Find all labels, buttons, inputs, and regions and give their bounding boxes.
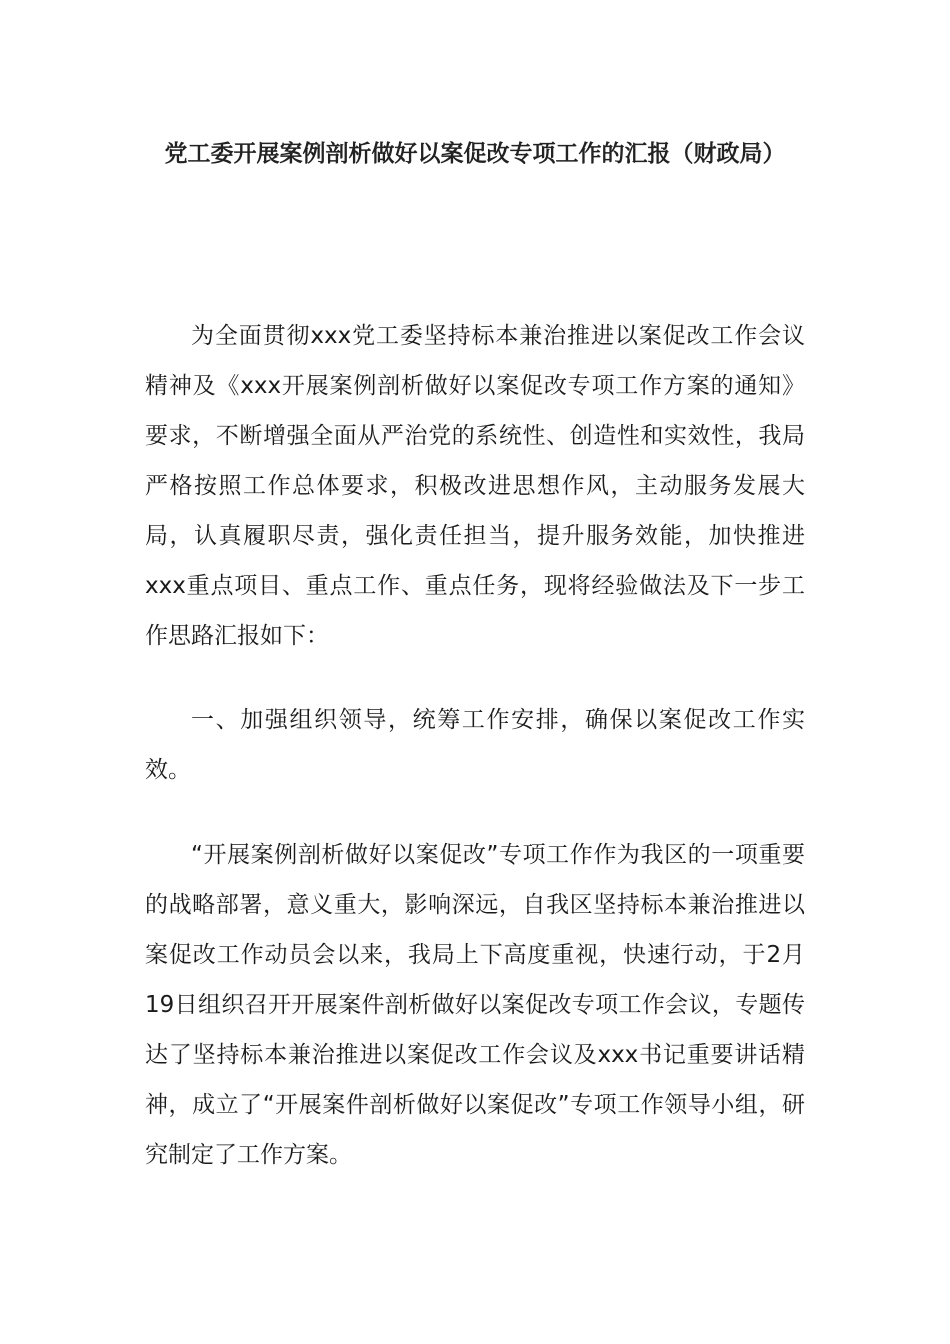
intro-paragraph: 为全面贯彻xxx党工委坚持标本兼治推进以案促改工作会议精神及《xxx开展案例剖析做好以案促改专项工作方案的通知》要求，不断增强全面从严治党的系统性、创造性和实效性，我局严格按照工作总体要求，积极改进思想作风，主动服务发展大局，认真履职尽责，强化责任担当，提升服务效能，加快推进xxx重点项目、重点工作、重点任务，现将经验做法及下一步工作思路汇报如下： [145,323,805,649]
section-heading-1: 一、加强组织领导，统筹工作安排，确保以案促改工作实效。 [145,707,805,783]
document-title: 党工委开展案例剖析做好以案促改专项工作的汇报（财政局） [164,141,786,167]
section-1-paragraph: “开展案例剖析做好以案促改”专项工作作为我区的一项重要的战略部署，意义重大，影响深远，自我区坚持标本兼治推进以案促改工作动员会以来，我局上下高度重视，快速行动，于2月19日组织召开开展案件剖析做好以案促改专项工作会议，专题传达了坚持标本兼治推进以案促改工作会议及xxx书记重要讲话精神，成立了“开展案件剖析做好以案促改”专项工作领导小组，研究制定了工作方案。 [145,842,805,1168]
